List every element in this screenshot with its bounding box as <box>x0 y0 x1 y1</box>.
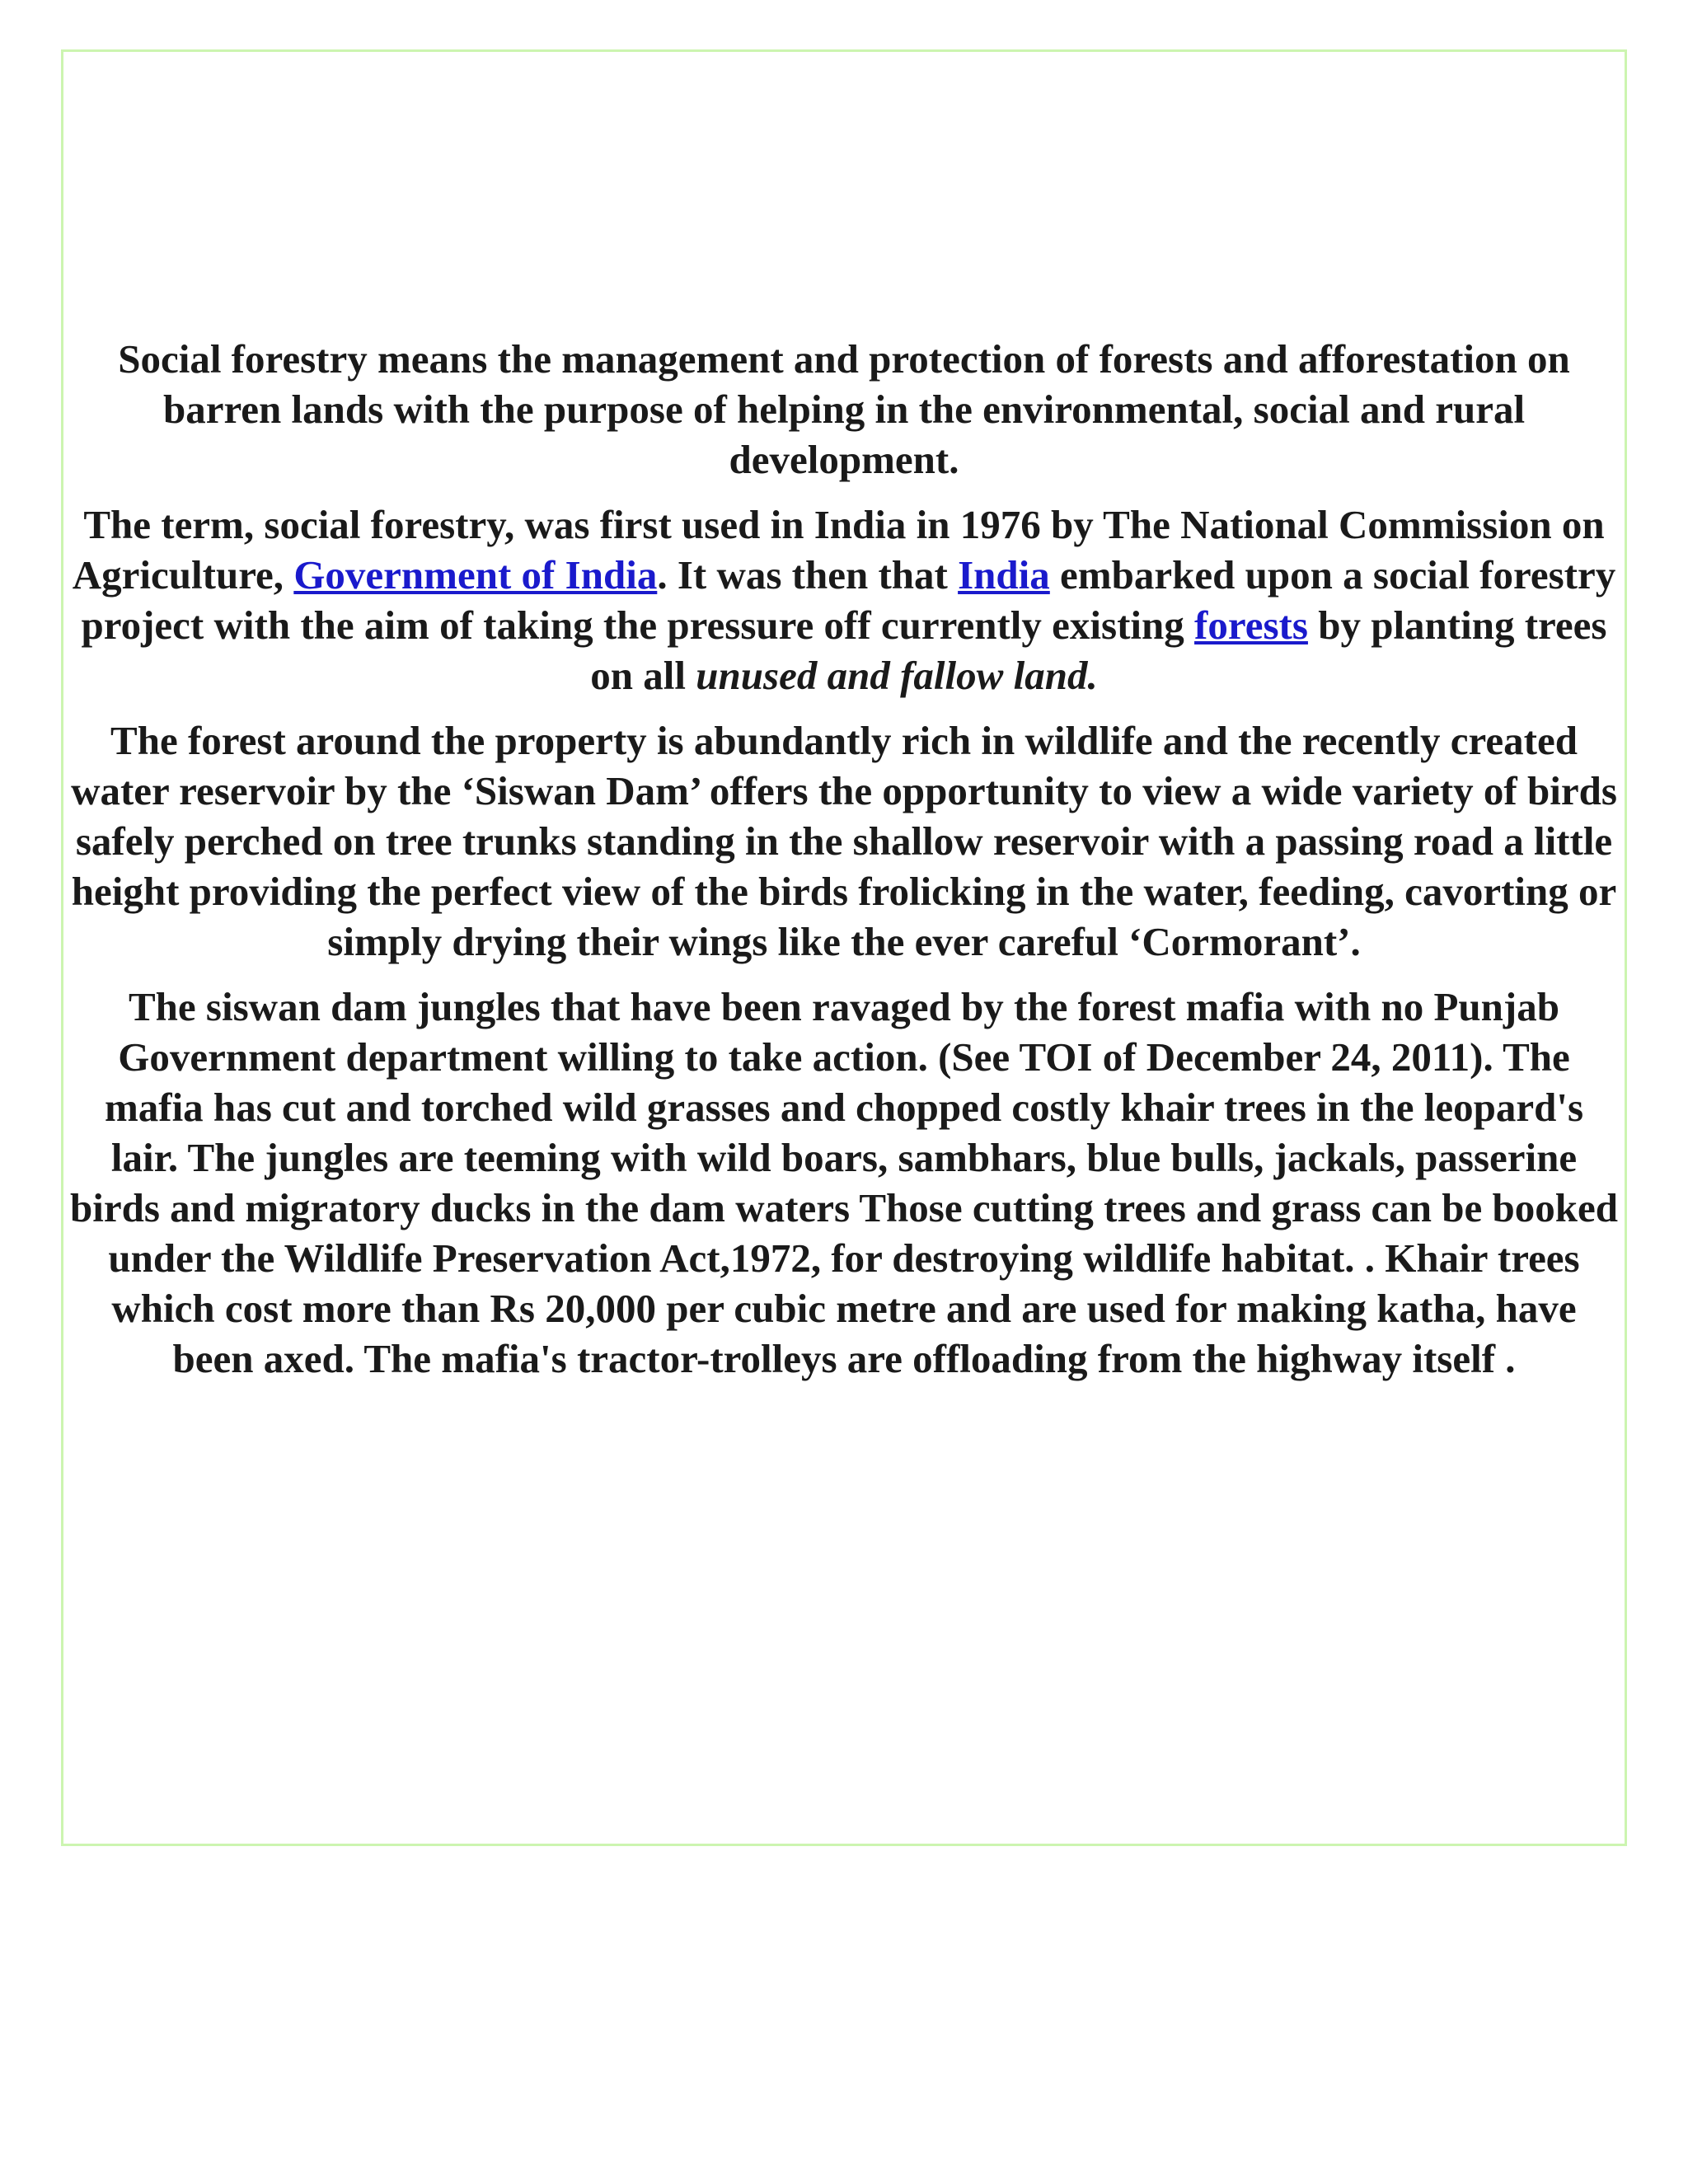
paragraph-text: . It was then that <box>657 552 959 598</box>
paragraph-social-forestry-definition: Social forestry means the management and protection of forests and afforestation on barren lands with the purpose of helping in the environmental, social and rural development. <box>118 336 1570 482</box>
paragraph-text: by planting trees on all <box>590 602 1607 698</box>
paragraph-text: embarked upon a social forestry project with the aim of taking the pressure off currently existing <box>81 552 1616 648</box>
italic-phrase: unused and fallow land. <box>696 653 1098 698</box>
paragraph-text: The term, social forestry, was first used in India in 1976 by The National Commission on Agriculture, <box>72 502 1605 598</box>
forests-link[interactable]: forests <box>1194 602 1308 648</box>
paragraph-siswan-dam-wildlife: The forest around the property is abundantly rich in wildlife and the recently created water reservoir by the ‘Siswan Dam’ offers the opportunity to view a wide variety of birds safely perched on tree trunks standing in the shallow reservoir with a passing road a little height providing the perfect view of the birds frolicking in the water, feeding, cavorting or simply drying their wings like the ever careful ‘Cormorant’. <box>71 718 1617 964</box>
document-body <box>69 334 1619 1399</box>
government-of-india-link[interactable]: Government of India <box>293 552 658 598</box>
paragraph-term-history <box>69 499 1619 701</box>
paragraph-forest-mafia: The siswan dam jungles that have been ravaged by the forest mafia with no Punjab Government department willing to take action. (See TOI of December 24, 2011). The mafia has cut and torched wild grasses and chopped costly khair trees in the leopard's lair. The jungles are teeming with wild boars, sambhars, blue bulls, jackals, passerine birds and migratory ducks in the dam waters Those cutting trees and grass can be booked under the Wildlife Preservation Act,1972, for destroying wildlife habitat. . Khair trees which cost more than Rs 20,000 per cubic metre and are used for making katha, have been axed. The mafia's tractor-trolleys are offloading from the highway itself . <box>69 984 1619 1381</box>
india-link[interactable]: India <box>958 552 1050 598</box>
